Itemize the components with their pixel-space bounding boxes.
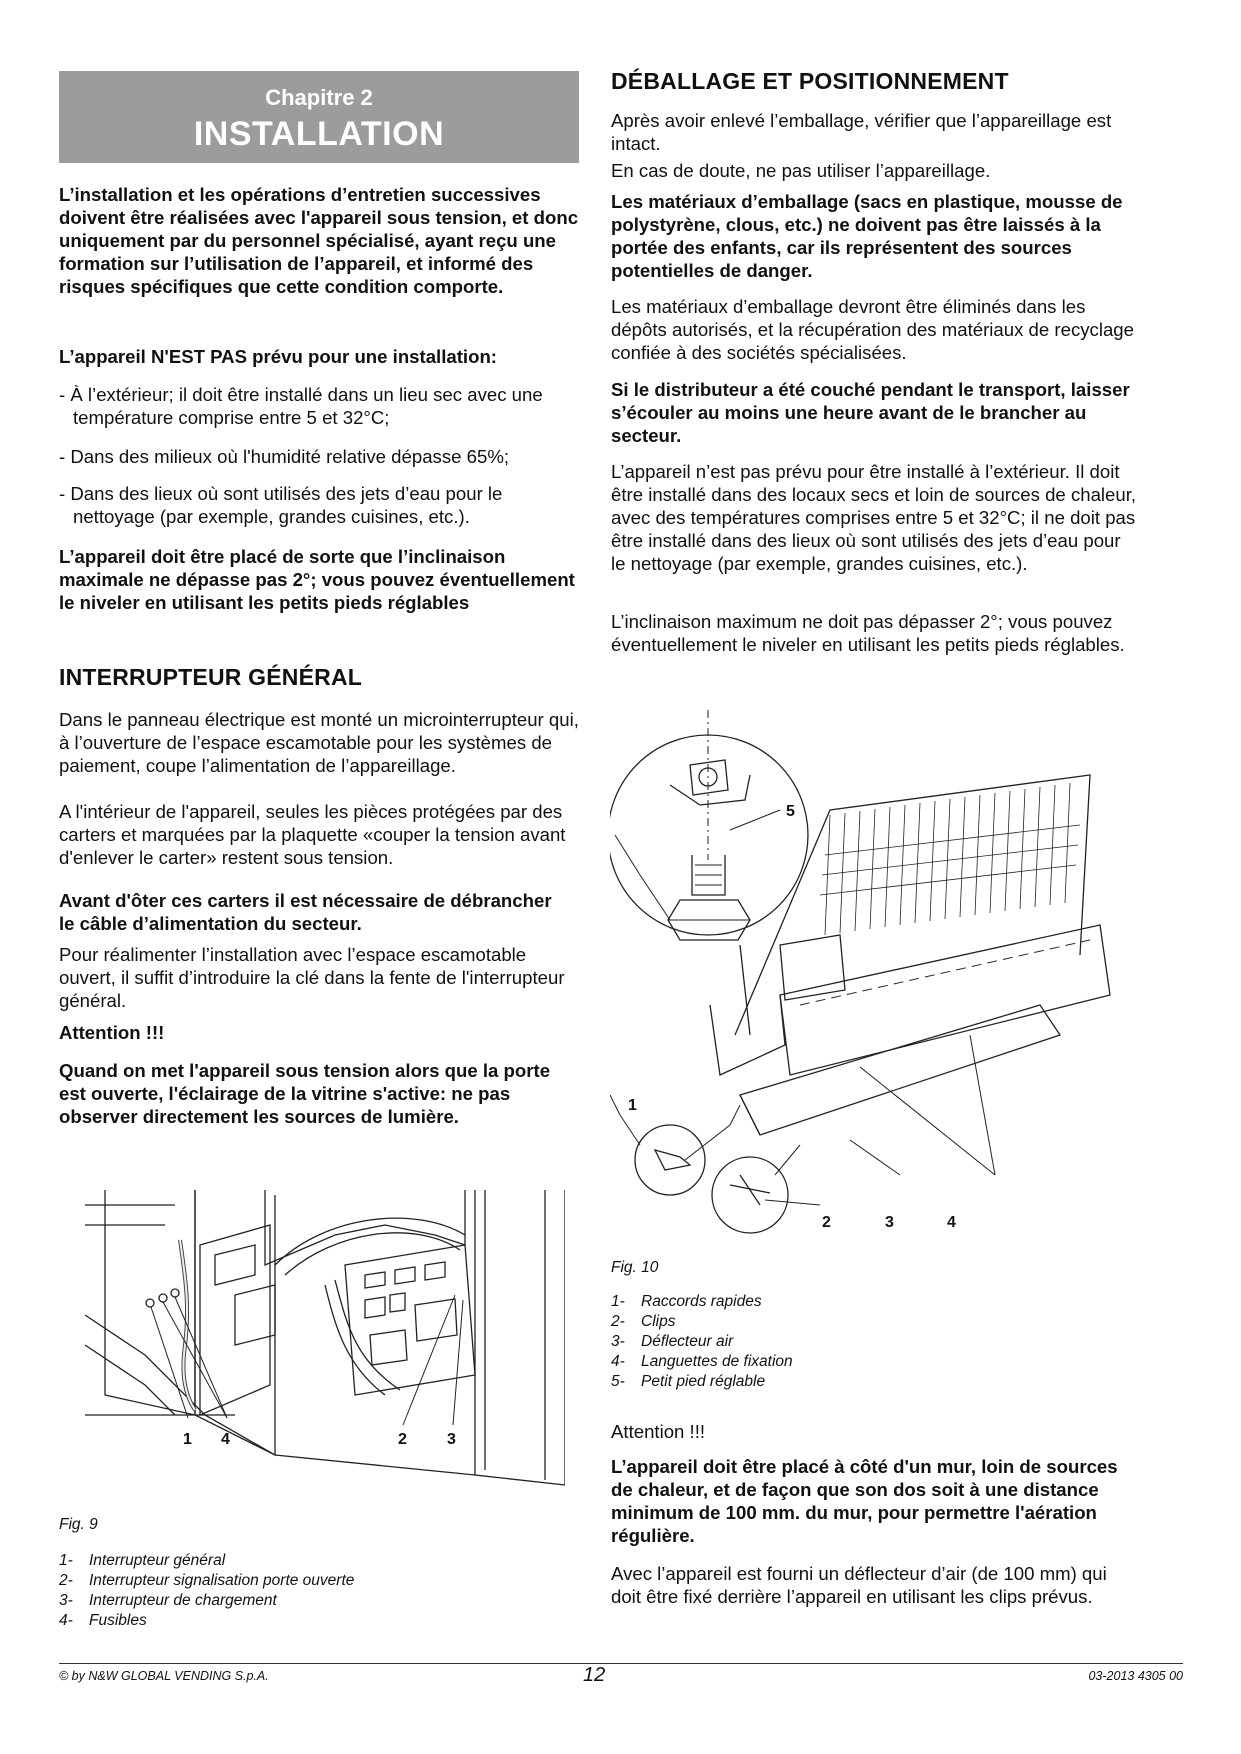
legend-item: 2- Clips: [611, 1313, 676, 1330]
fig10-callout-3: 3: [885, 1214, 894, 1231]
figure-10-caption: Fig. 10: [611, 1259, 659, 1276]
unpacking-paragraph-4: L’appareil n’est pas prévu pour être installé à l’extérieur. Il doit être installé dans des locaux secs et loin de sources de chaleur, avec des températures comprises entre 5 et 32°C; il ne doit pas être installé dans des lieux où sont utilisés des jets d’eau pour le nettoyage (par exemple, grandes cuisines, etc.).: [611, 461, 1137, 574]
switch-paragraph-1: Dans le panneau électrique est monté un microinterrupteur qui, à l’ouverture de l’espace escamotable pour les systèmes de paiement, coupe l’alimentation de l’appareillage.: [59, 709, 579, 776]
unpacking-paragraph-2: En cas de doute, ne pas utiliser l’appareillage.: [611, 160, 991, 181]
figure-10-legend: [611, 1292, 793, 1392]
fig10-callout-1: 1: [628, 1097, 637, 1114]
attention-warning: Quand on met l'appareil sous tension alors que la porte est ouverte, l'éclairage de la vitrine s'active: ne pas observer directement les sources de lumière.: [59, 1060, 551, 1127]
legend-item: 4- Fusibles: [59, 1612, 147, 1629]
figure-9-caption: Fig. 9: [59, 1516, 98, 1533]
switch-paragraph-2: A l'intérieur de l'appareil, seules les pièces protégées par des carters et marquées par la plaquette «couper la tension avant d'enlever le carter» restent sous tension.: [59, 801, 566, 868]
footer-divider: [59, 1663, 1183, 1664]
fig10-callout-2: 2: [822, 1214, 831, 1231]
legend-item: 1- Interrupteur général: [59, 1552, 226, 1569]
figure-10-drawing: [610, 705, 1140, 1250]
fig9-callout-3: 3: [447, 1431, 456, 1448]
list-item: - Dans des milieux où l'humidité relative dépasse 65%;: [59, 446, 510, 467]
figure-9-legend: [59, 1551, 354, 1631]
deflector-paragraph: Avec l’appareil est fourni un déflecteur d’air (de 100 mm) qui doit être fixé derrière l’appareil en utilisant les clips prévus.: [611, 1563, 1107, 1607]
inclination-warning: L’appareil doit être placé de sorte que l’inclinaison maximale ne dépasse pas 2°; vous pouvez éventuellement le niveler en utilisant les petits pieds réglables: [59, 546, 575, 613]
chapter-banner: [59, 71, 579, 163]
chapter-label: Chapitre 2: [265, 85, 373, 110]
footer-copyright: © by N&W GLOBAL VENDING S.p.A.: [59, 1669, 269, 1683]
legend-item: 2- Interrupteur signalisation porte ouverte: [59, 1572, 355, 1589]
chapter-title: INSTALLATION: [193, 115, 445, 153]
fig9-callout-1: 1: [183, 1431, 192, 1448]
list-item: - À l’extérieur; il doit être installé dans un lieu sec avec une température comprise entre 5 et 32°C;: [59, 384, 543, 428]
legend-item: 1- Raccords rapides: [611, 1293, 762, 1310]
unpacking-paragraph-1: Après avoir enlevé l’emballage, vérifier que l’appareillage est intact.: [611, 110, 1112, 154]
switch-heading: INTERRUPTEUR GÉNÉRAL: [59, 664, 363, 690]
legend-item: 5- Petit pied réglable: [611, 1373, 766, 1390]
wall-distance-warning: L’appareil doit être placé à côté d'un mur, loin de sources de chaleur, et de façon que son dos soit à une distance minimum de 100 mm. du mur, pour permettre l'aération régulière.: [611, 1456, 1118, 1546]
unpacking-paragraph-5: L’inclinaison maximum ne doit pas dépasser 2°; vous pouvez éventuellement le niveler en utilisant les petits pieds réglables.: [611, 611, 1125, 655]
figure-9-drawing: [85, 1185, 565, 1505]
fig10-callout-5: 5: [786, 803, 795, 820]
switch-paragraph-3: Pour réalimenter l’installation avec l’espace escamotable ouvert, il suffit d’introduire la clé dans la fente de l'interrupteur général.: [59, 944, 565, 1011]
unpacking-paragraph-3: Les matériaux d’emballage devront être éliminés dans les dépôts autorisés, et la récupération des matériaux de recyclage confiée à des sociétés spécialisées.: [611, 296, 1134, 363]
not-intended-heading: L’appareil N'EST PAS prévu pour une installation:: [59, 346, 497, 367]
packaging-warning: Les matériaux d’emballage (sacs en plastique, mousse de polystyrène, clous, etc.) ne doivent pas être laissés à la portée des enfants, car ils représentent des sources potentielles de danger.: [611, 191, 1123, 281]
transport-warning: Si le distributeur a été couché pendant le transport, laisser s’écouler au moins une heure avant de le brancher au secteur.: [611, 379, 1130, 446]
fig9-callout-4: 4: [221, 1431, 230, 1448]
attention-label-right: Attention !!!: [611, 1421, 706, 1442]
attention-label: Attention !!!: [59, 1022, 165, 1043]
unpacking-heading: DÉBALLAGE ET POSITIONNEMENT: [611, 68, 1009, 94]
intro-warning: L’installation et les opérations d’entretien successives doivent être réalisées avec l'appareil sous tension, et donc uniquement par du personnel spécialisé, ayant reçu une formation sur l’utilisation de l’appareil, et informé des risques spécifiques que cette condition comporte.: [59, 184, 579, 297]
fig10-callout-4: 4: [947, 1214, 956, 1231]
fig9-callout-2: 2: [398, 1431, 407, 1448]
footer-doc-code: 03-2013 4305 00: [1088, 1669, 1183, 1683]
page-number: 12: [583, 1664, 606, 1686]
switch-warning: Avant d'ôter ces carters il est nécessaire de débrancher le câble d’alimentation du secteur.: [59, 890, 552, 934]
legend-item: 3- Interrupteur de chargement: [59, 1592, 277, 1609]
list-item: - Dans des lieux où sont utilisés des jets d’eau pour le nettoyage (par exemple, grandes cuisines, etc.).: [59, 483, 503, 527]
legend-item: 3- Déflecteur air: [611, 1333, 734, 1350]
legend-item: 4- Languettes de fixation: [611, 1353, 793, 1370]
